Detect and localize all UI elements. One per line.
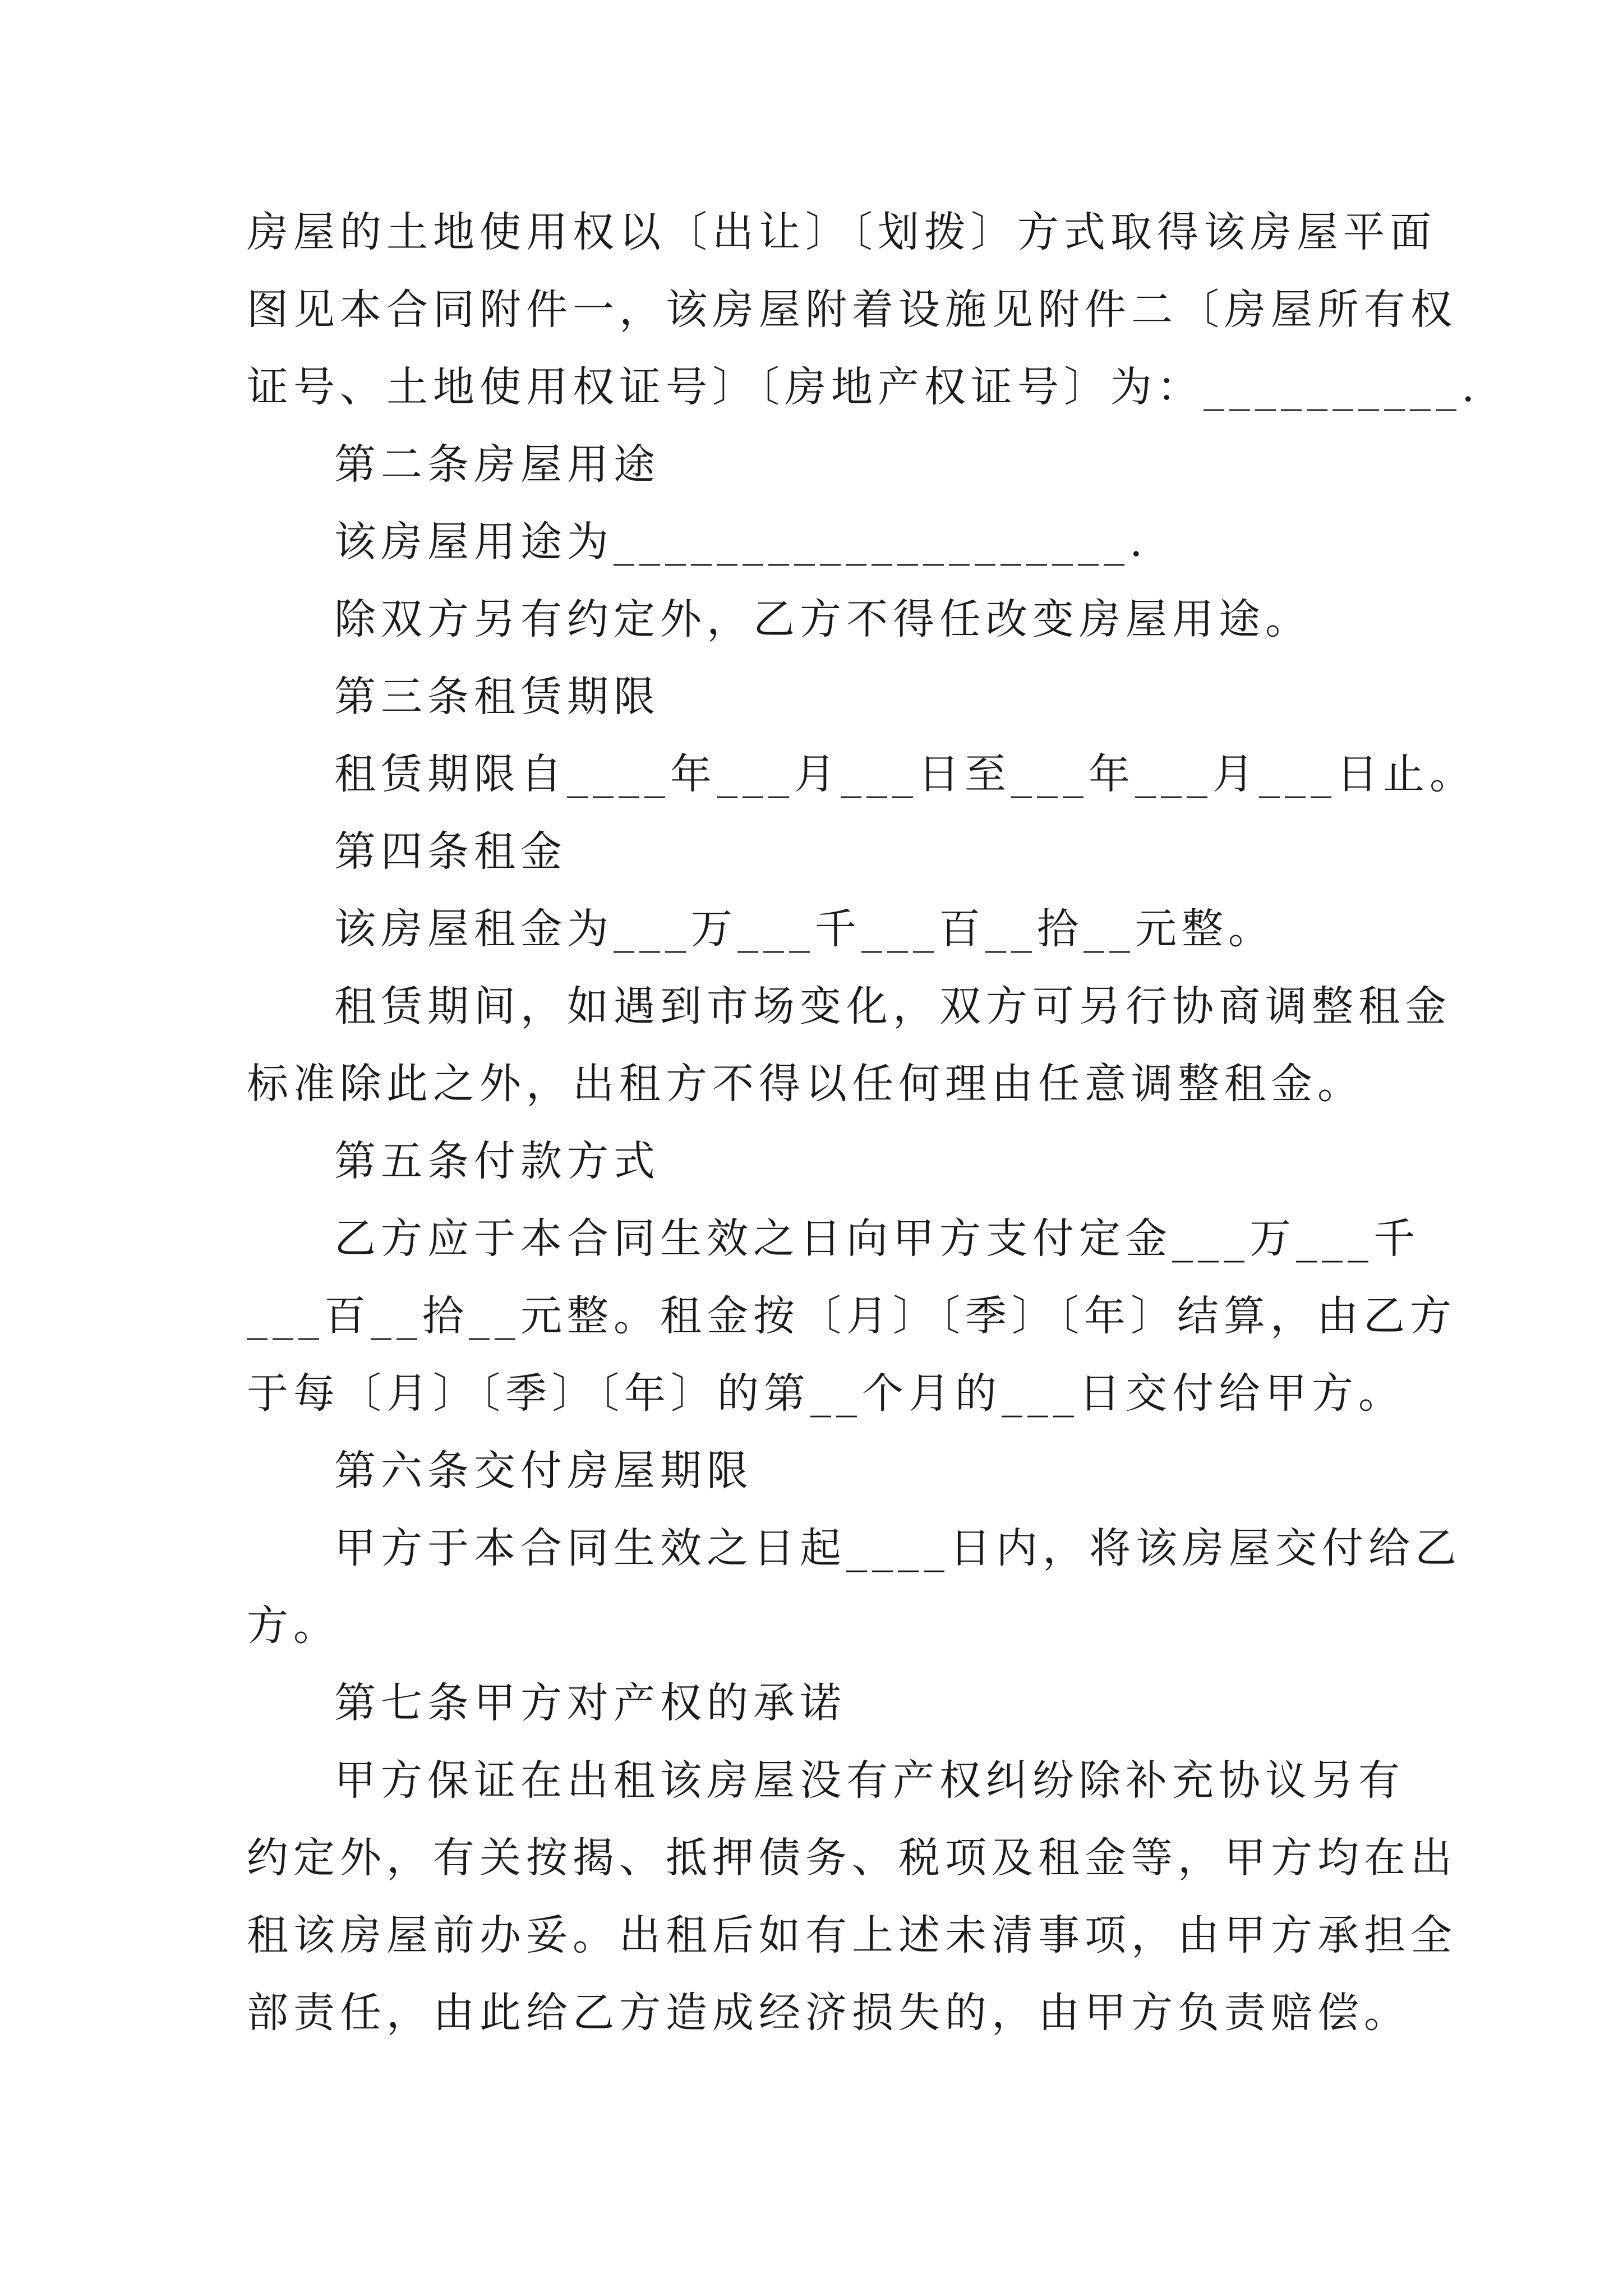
document-page [247,194,1480,2051]
paragraph-line: 约定外，有关按揭、抵押债务、税项及租金等，甲方均在出 [247,1834,1457,1882]
paragraph-line: ___百__拾__元整。租金按〔月〕〔季〕〔年〕结算，由乙方 [247,1292,1456,1340]
paragraph-line: 标准除此之外，出租方不得以任何理由任意调整租金。 [247,1060,1364,1108]
paragraph-line: 房屋的土地使用权以〔出让〕〔划拨〕方式取得该房屋平面 [247,208,1436,256]
paragraph-line: 租赁期限自____年___月___日至___年___月___日止。 [334,750,1476,798]
paragraph-line: 方。 [247,1602,340,1650]
paragraph-line: 租该房屋前办妥。出租后如有上述未清事项，由甲方承担全 [247,1911,1457,1959]
paragraph-line: 乙方应于本合同生效之日向甲方支付定金___万___千 [334,1214,1420,1263]
section-heading: 第三条租赁期限 [334,673,660,721]
paragraph-line: 甲方保证在出租该房屋没有产权纠纷除补充协议另有 [334,1756,1405,1805]
section-heading: 第二条房屋用途 [334,440,660,489]
section-heading: 第四条租金 [334,827,567,876]
paragraph-line: 租赁期间，如遇到市场变化，双方可另行协商调整租金 [334,982,1451,1030]
paragraph-line: 除双方另有约定外，乙方不得任改变房屋用途。 [334,595,1312,643]
section-heading: 第六条交付房屋期限 [334,1447,753,1495]
paragraph-line: 图见本合同附件一，该房屋附着设施见附件二〔房屋所有权 [247,286,1457,334]
paragraph-line: 于每〔月〕〔季〕〔年〕的第__个月的___日交付给甲方。 [247,1369,1405,1418]
paragraph-line: 证号、土地使用权证号〕〔房地产权证号〕为：__________. [247,363,1480,411]
paragraph-line: 该房屋租金为___万___千___百__拾__元整。 [334,905,1275,953]
section-heading: 第七条甲方对产权的承诺 [334,1679,846,1727]
paragraph-line: 部责任，由此给乙方造成经济损失的，由甲方负责赔偿。 [247,1989,1410,2037]
paragraph-line: 该房屋用途为____________________. [334,518,1148,566]
section-heading: 第五条付款方式 [334,1137,660,1185]
paragraph-line: 甲方于本合同生效之日起____日内，将该房屋交付给乙 [334,1524,1461,1572]
